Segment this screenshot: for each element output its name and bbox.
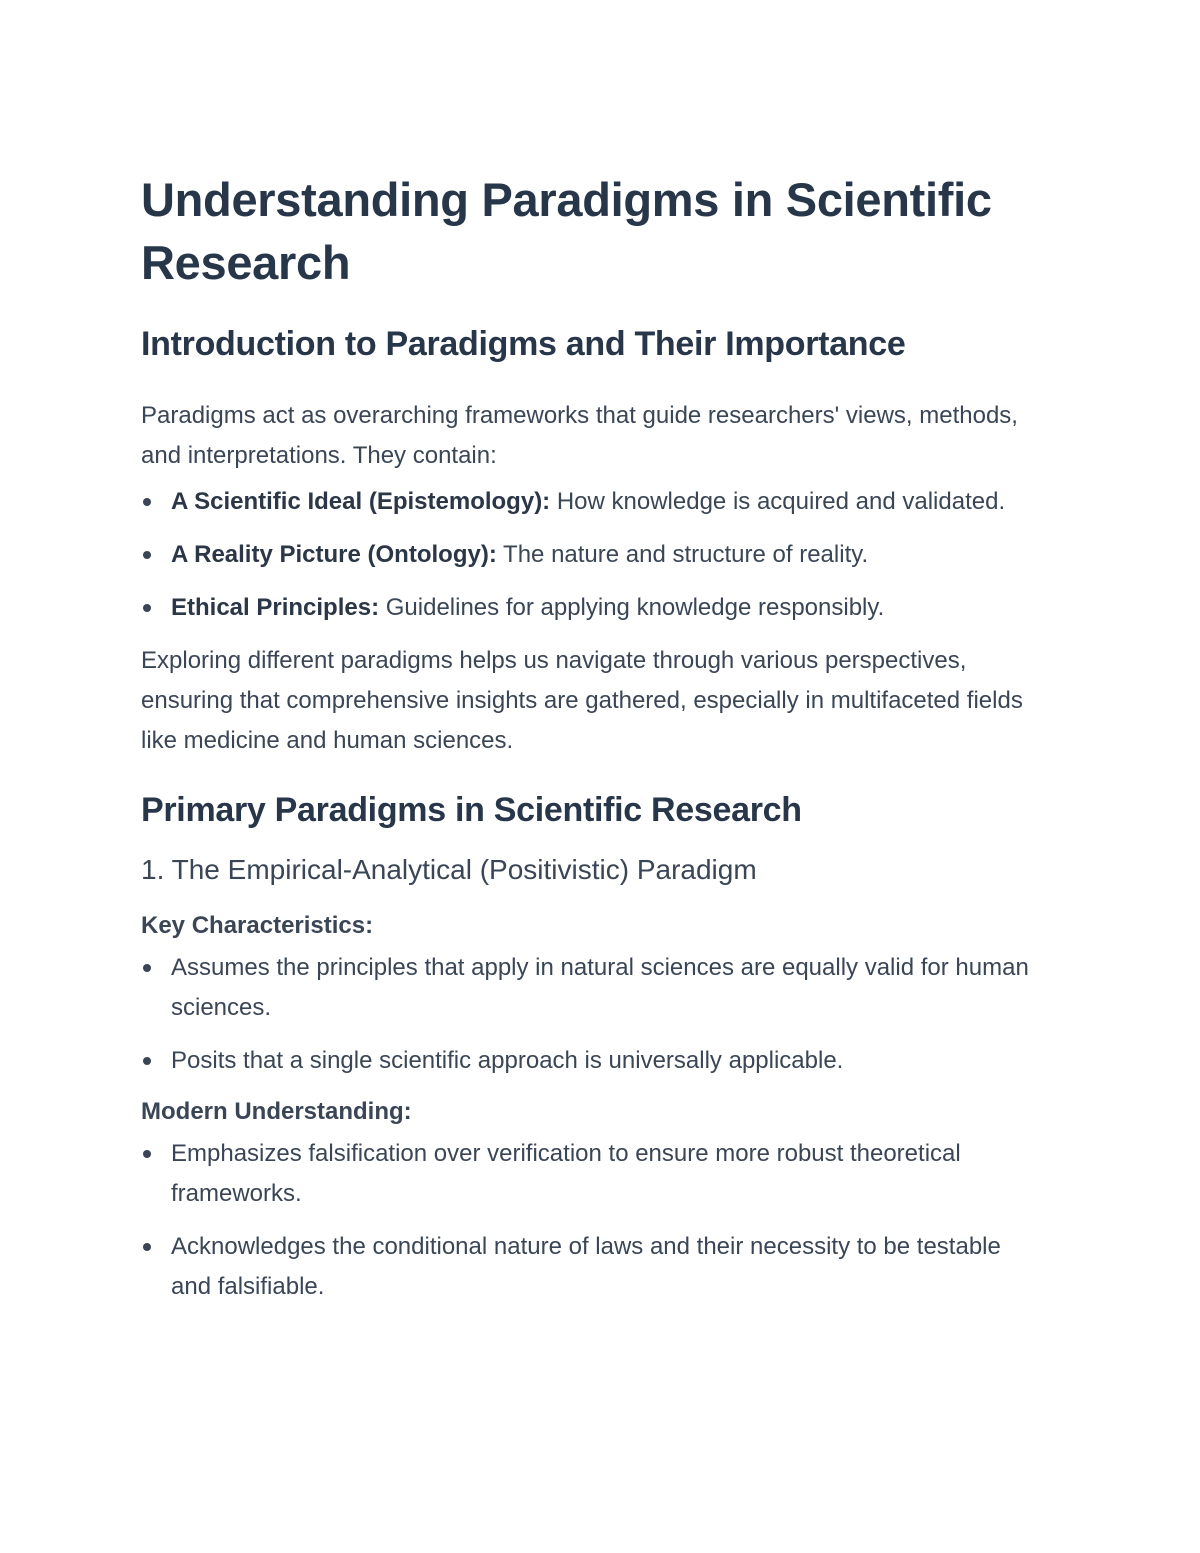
bullet-icon [143,964,151,972]
key-characteristics-label: Key Characteristics: [141,912,374,939]
modern-understanding-label: Modern Understanding: [141,1098,412,1125]
list-item [141,535,1041,575]
bullet-icon [143,1243,151,1251]
bullet-icon [143,604,151,612]
bullet-icon [143,1150,151,1158]
list-item [141,1227,1041,1307]
intro-components-list [141,482,1041,628]
intro-closing-paragraph: Exploring different paradigms helps us navigate through various perspectives, ensuring that comprehensive insights are gathered, especially in multifaceted fields like medicine and human sciences. [141,647,1023,754]
document-page [141,168,1041,1320]
list-item [141,482,1041,522]
bullet-icon [143,1057,151,1065]
list-item-text: Assumes the principles that apply in natural sciences are equally valid for human sciences. [171,954,1029,1021]
intro-lead-paragraph: Paradigms act as overarching frameworks that guide researchers' views, methods, and interpretations. They contain: [141,402,1018,469]
key-characteristics-list [141,948,1041,1081]
list-item-term: A Scientific Ideal (Epistemology): [171,488,551,515]
list-item-text: Emphasizes falsification over verification to ensure more robust theoretical frameworks. [171,1140,961,1207]
modern-understanding-list [141,1134,1041,1307]
primary-paradigms-heading: Primary Paradigms in Scientific Research [141,791,802,829]
document-title: Understanding Paradigms in Scientific Research [141,173,992,289]
list-item [141,588,1041,628]
list-item-term: Ethical Principles: [171,594,380,621]
list-item-text: Acknowledges the conditional nature of laws and their necessity to be testable and falsifiable. [171,1233,1001,1300]
intro-heading: Introduction to Paradigms and Their Importance [141,325,906,363]
list-item [141,948,1041,1028]
list-item-text: Posits that a single scientific approach is universally applicable. [171,1047,844,1074]
bullet-icon [143,498,151,506]
list-item-text: The nature and structure of reality. [496,541,869,568]
paradigm-1-heading: 1. The Empirical-Analytical (Positivistic) Paradigm [141,854,757,885]
list-item-term: A Reality Picture (Ontology): [171,541,497,568]
list-item [141,1134,1041,1214]
list-item [141,1041,1041,1081]
list-item-text: Guidelines for applying knowledge responsibly. [379,594,885,621]
bullet-icon [143,551,151,559]
list-item-text: How knowledge is acquired and validated. [550,488,1006,515]
